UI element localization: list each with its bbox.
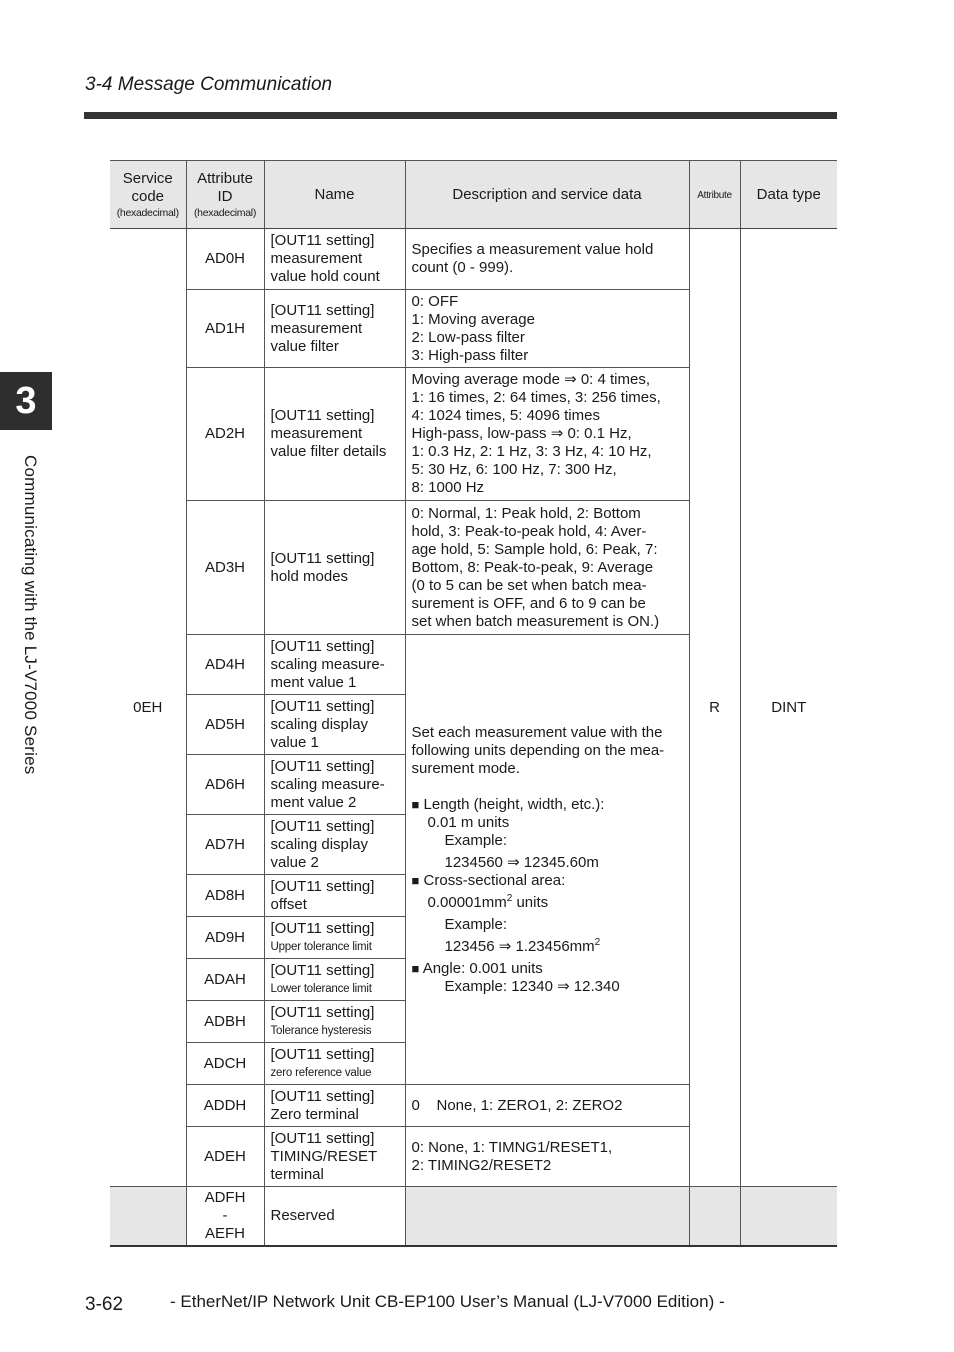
name-cell: [OUT11 setting] measurement value filter — [264, 290, 405, 368]
name-cell: [OUT11 setting] measurement value filter details — [264, 368, 405, 501]
name-cell: [OUT11 setting] scaling display value 2 — [264, 815, 405, 875]
col-header-name: Name — [264, 161, 405, 229]
attribute-id-cell: AD0H — [186, 229, 264, 290]
square-bullet-icon: ■ — [411, 872, 420, 888]
attribute-id-cell: AD2H — [186, 368, 264, 501]
name-cell: [OUT11 setting] scaling measure-ment value 2 — [264, 755, 405, 815]
name-cell: [OUT11 setting] TIMING/RESET terminal — [264, 1127, 405, 1187]
attribute-id-cell: AD3H — [186, 501, 264, 635]
name-cell: [OUT11 setting] Upper tolerance limit — [264, 917, 405, 959]
description-cell: 0: OFF 1: Moving average 2: Low-pass filter 3: High-pass filter — [405, 290, 689, 368]
table-header-row — [110, 161, 837, 229]
square-bullet-icon: ■ — [411, 796, 420, 812]
table-row-reserved — [110, 1187, 837, 1247]
hex-note: (hexadecimal) — [193, 206, 257, 219]
description-cell: Moving average mode ⇒ 0: 4 times, 1: 16 times, 2: 64 times, 3: 256 times, 4: 1024 times, 5: 4096 times High-pass, low-pass ⇒ 0: 0.1 Hz, 1: 0.3 Hz, 2: 1 Hz, 3: 3 Hz, 4: 10 Hz, 5: 30 Hz, 6: 100 Hz, 7: 300 Hz, 8: 1000 Hz — [405, 368, 689, 501]
col-header-description: Description and service data — [405, 161, 689, 229]
description-cell: 0 None, 1: ZERO1, 2: ZERO2 — [405, 1085, 689, 1127]
description-cell: Specifies a measurement value hold count (0 - 999). — [405, 229, 689, 290]
data-type-cell: DINT — [740, 229, 837, 1187]
attribute-id-cell: AD5H — [186, 695, 264, 755]
col-header-service-code: Service code (hexadecimal) — [110, 161, 186, 229]
attribute-id-cell: ADFH - AEFH — [186, 1187, 264, 1247]
manual-title: - EtherNet/IP Network Unit CB-EP100 User’s Manual (LJ-V7000 Edition) - — [170, 1292, 725, 1311]
name-cell: [OUT11 setting] Tolerance hysteresis — [264, 1001, 405, 1043]
service-code-cell — [110, 1187, 186, 1247]
description-cell — [405, 1187, 689, 1247]
description-cell: 0: Normal, 1: Peak hold, 2: Bottom hold, 3: Peak-to-peak hold, 4: Aver- age hold, 5: Sample hold, 6: Peak, 7: Bottom, 8: Peak-to-peak, 9: Average (0 to 5 can be set when batch mea- surement is OFF, and 6 to 9 can be set when batch measurement is ON.) — [405, 501, 689, 635]
name-cell: Reserved — [264, 1187, 405, 1247]
scaling-description-cell: Set each measurement value with the following units depending on the mea-surement mode. ■ Length (height, width, etc.): 0.01 m units Example: 1234560 ⇒ 12345.60m ■ Cross-sectional area: $0.00001mm^2$ units Example: 123456 ⇒ $1.23456mm^2$ ■ Angle: 0.001 units Example: 12340 ⇒ 12.340 — [405, 635, 689, 1085]
data-type-cell — [740, 1187, 837, 1247]
hex-note: (hexadecimal) — [116, 206, 179, 219]
attribute-id-cell: AD8H — [186, 875, 264, 917]
attribute-id-cell: AD4H — [186, 635, 264, 695]
attribute-id-cell: ADAH — [186, 959, 264, 1001]
chapter-number: 3 — [15, 379, 37, 422]
attribute-id-cell: ADEH — [186, 1127, 264, 1187]
attribute-id-cell: AD6H — [186, 755, 264, 815]
name-cell: [OUT11 setting] hold modes — [264, 501, 405, 635]
col-header-attribute-id: Attribute ID (hexadecimal) — [186, 161, 264, 229]
attribute-id-cell: ADBH — [186, 1001, 264, 1043]
chapter-tab — [0, 372, 52, 430]
name-cell: [OUT11 setting] Lower tolerance limit — [264, 959, 405, 1001]
attribute-id-cell: ADCH — [186, 1043, 264, 1085]
area-item: ■ Cross-sectional area: — [411, 871, 566, 889]
name-cell: [OUT11 setting] scaling display value 1 — [264, 695, 405, 755]
col-header-attribute: Attribute — [689, 161, 740, 229]
attribute-id-cell: ADDH — [186, 1085, 264, 1127]
square-bullet-icon: ■ — [411, 960, 420, 976]
scaling-intro: Set each measurement value with the following units depending on the mea-surement mode. — [411, 723, 665, 777]
name-cell: [OUT11 setting] measurement value hold count — [264, 229, 405, 290]
attribute-id-cell: AD1H — [186, 290, 264, 368]
attribute-table — [110, 160, 837, 1247]
section-divider — [84, 112, 837, 119]
section-title: 3-4 Message Communication — [85, 74, 333, 95]
service-code-cell: 0EH — [110, 229, 186, 1187]
length-item: ■ Length (height, width, etc.): — [411, 795, 605, 813]
chapter-side-label: Communicating with the LJ-V7000 Series — [21, 455, 40, 775]
name-cell: [OUT11 setting] offset — [264, 875, 405, 917]
name-cell: [OUT11 setting] zero reference value — [264, 1043, 405, 1085]
col-header-data-type: Data type — [740, 161, 837, 229]
page-number: 3-62 — [85, 1294, 124, 1315]
name-cell: [OUT11 setting] scaling measure-ment value 1 — [264, 635, 405, 695]
angle-item: ■ Angle: 0.001 units — [411, 959, 543, 977]
attribute-cell: R — [689, 229, 740, 1187]
attribute-id-cell: AD7H — [186, 815, 264, 875]
description-cell: 0: None, 1: TIMNG1/RESET1, 2: TIMING2/RESET2 — [405, 1127, 689, 1187]
table-row — [110, 229, 837, 290]
name-cell: [OUT11 setting] Zero terminal — [264, 1085, 405, 1127]
attribute-id-cell: AD9H — [186, 917, 264, 959]
attribute-cell — [689, 1187, 740, 1247]
